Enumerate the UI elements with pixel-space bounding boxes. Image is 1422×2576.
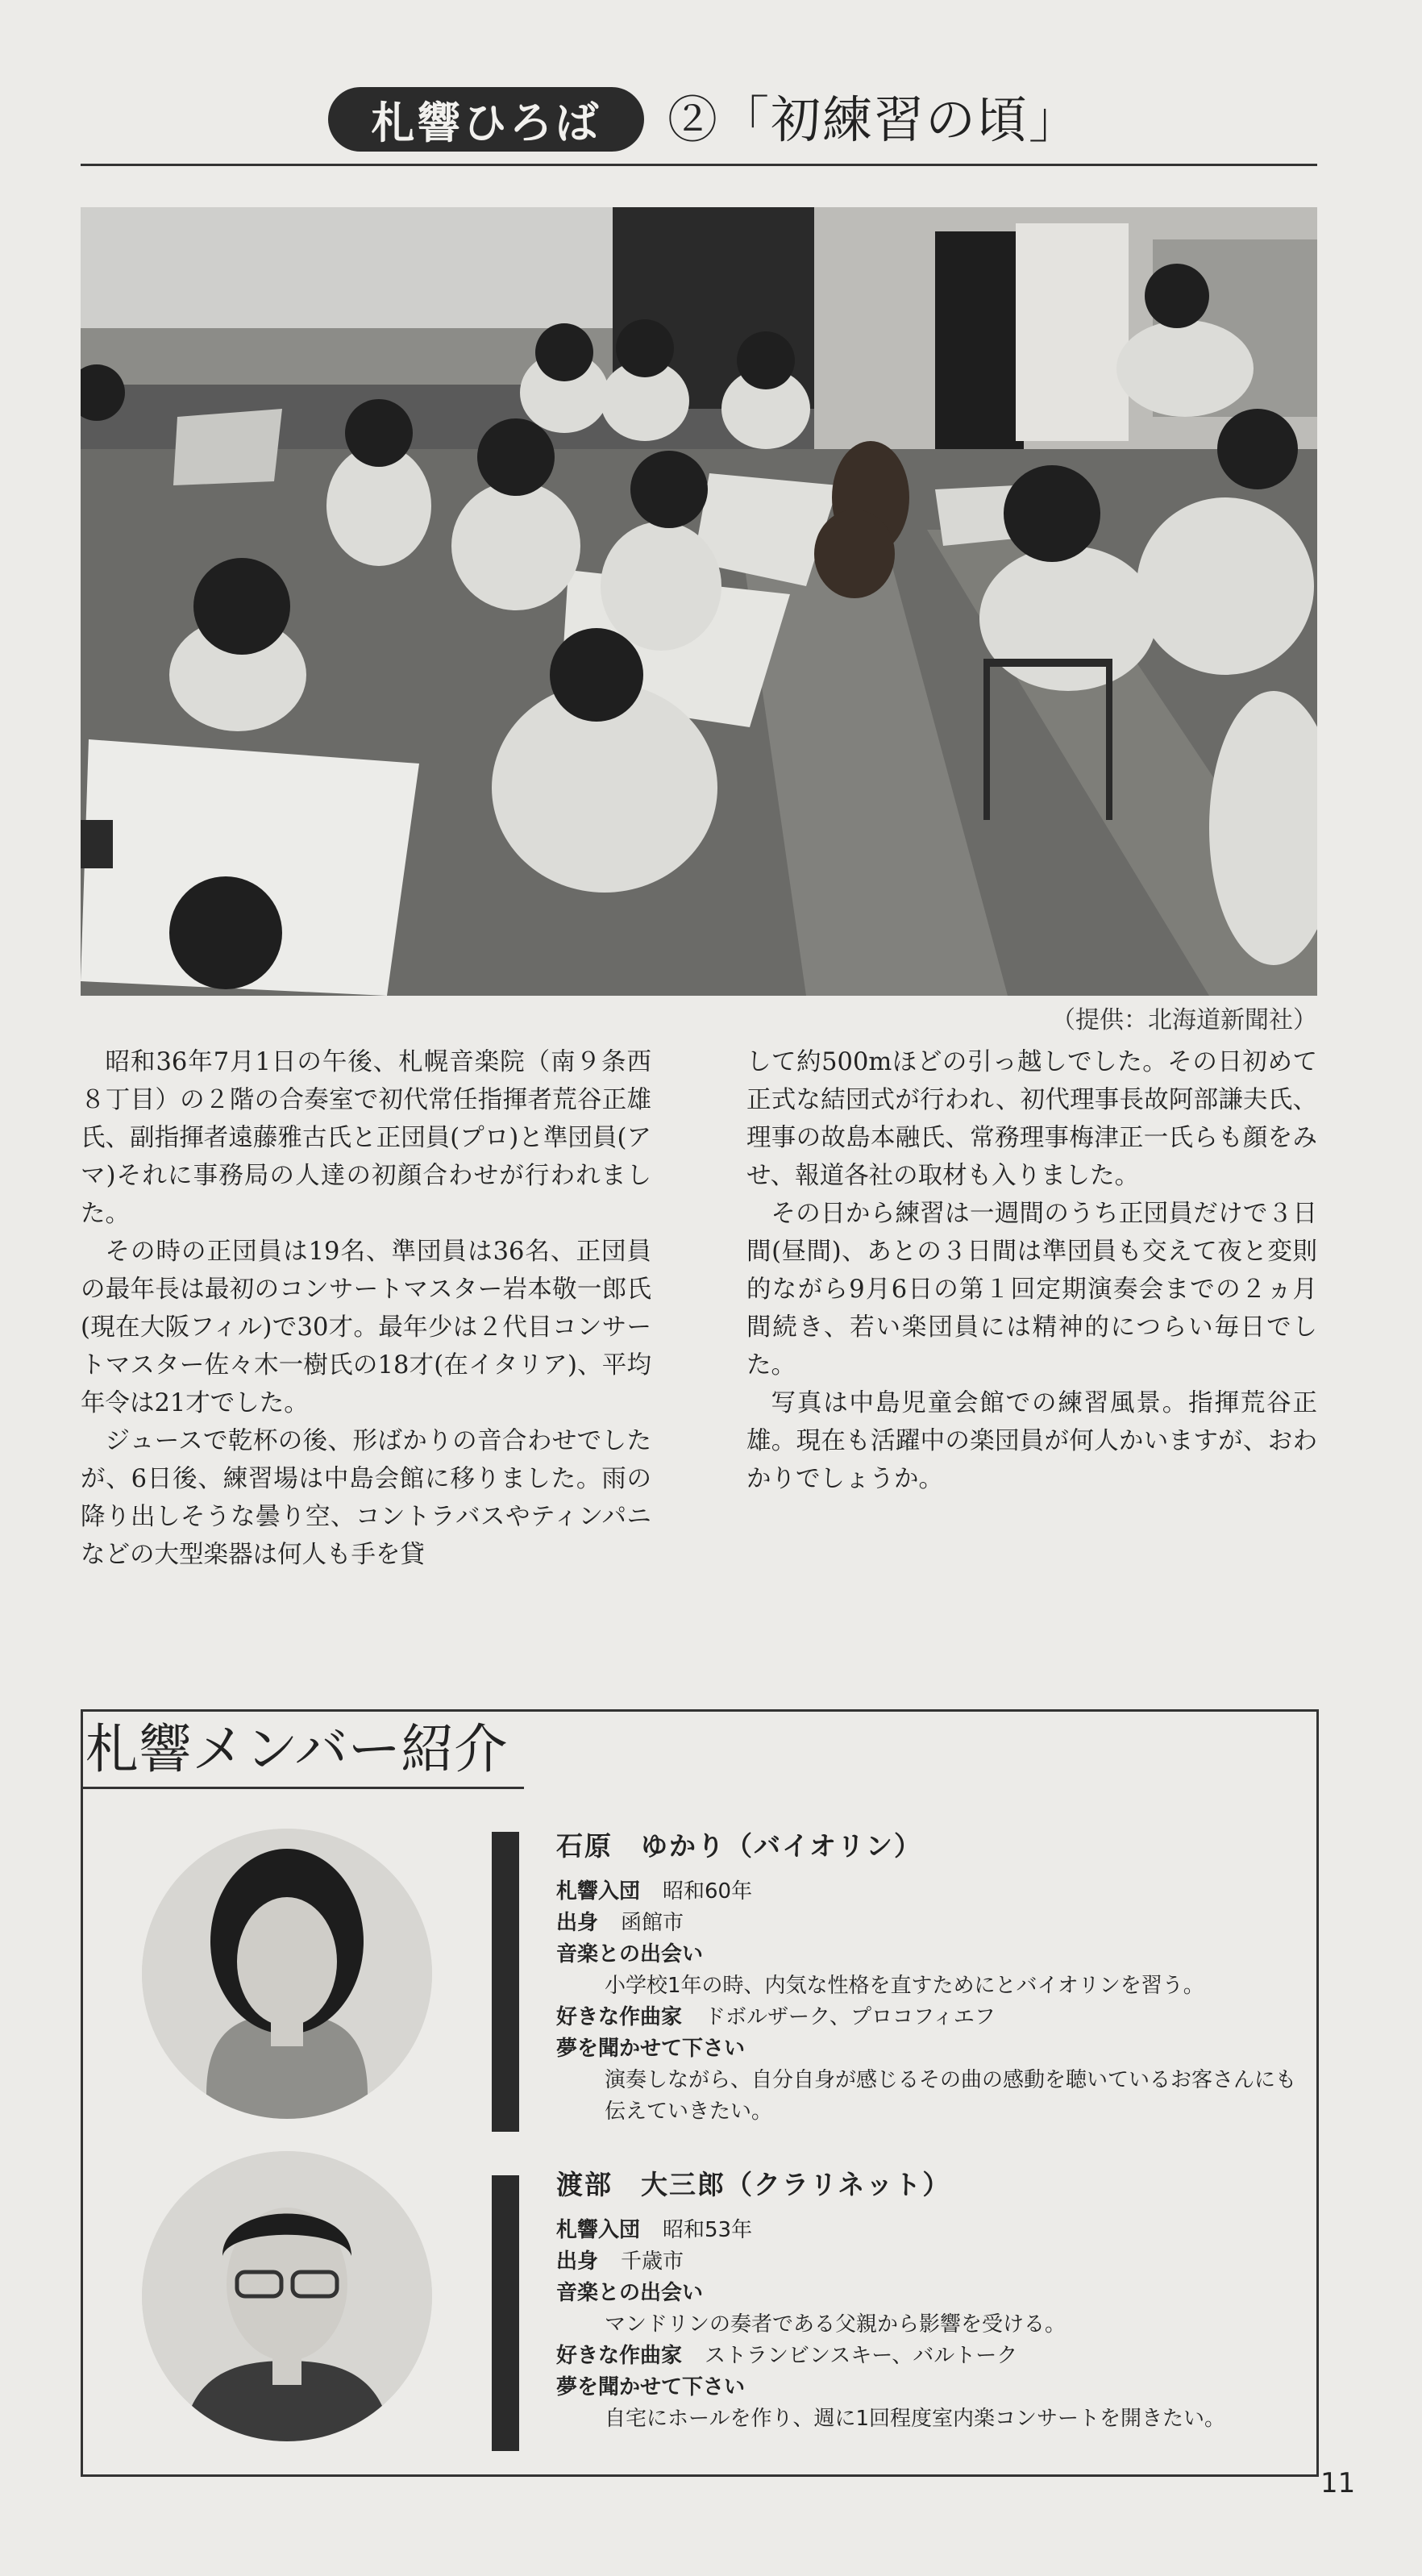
member-portrait	[142, 1829, 432, 2119]
favorite-composer-label: 好きな作曲家	[556, 2005, 683, 2029]
music-encounter-label: 音楽との出会い	[556, 2281, 704, 2305]
article-paragraph: して約500mほどの引っ越しでした。その日初めて正式な結団式が行われ、初代理事長故阿部謙夫氏、理事の故島本融氏、常務理事梅津正一氏らも顔をみせ、報道各社の取材も入りました。	[746, 1048, 1317, 1190]
header-rule	[81, 164, 1317, 166]
article-paragraph: 写真は中島児童会館での練習風景。指揮荒谷正雄。現在も活躍中の楽団員が何人かいますが、おわかりでしょうか。	[746, 1389, 1317, 1493]
join-label: 札響入団	[556, 2218, 641, 2242]
article-paragraph: ジュースで乾杯の後、形ばかりの音合わせでしたが、6日後、練習場は中島会館に移りました。雨の降り出しそうな曇り空、コントラバスやティンパニなどの大型楽器は何人も手を貸	[81, 1427, 651, 1569]
join-value: 昭和53年	[663, 2218, 753, 2242]
music-encounter-label: 音楽との出会い	[556, 1942, 704, 1966]
join-value: 昭和60年	[663, 1879, 753, 1904]
article-paragraph: その日から練習は一週間のうち正団員だけで３日間(昼間)、あとの３日間は準団員も交えて夜と変則的ながら9月6日の第１回定期演奏会までの２ヵ月間続き、若い楽団員には精神的につらい毎日でした。	[746, 1200, 1317, 1380]
photo-credit: （提供：北海道新聞社）	[1051, 1006, 1317, 1034]
section-badge: 札響ひろば	[328, 87, 644, 152]
rehearsal-photo	[81, 207, 1317, 996]
article-right-column	[746, 1043, 1317, 1498]
member-profile	[556, 2169, 1298, 2435]
join-label: 札響入団	[556, 1879, 641, 1904]
hometown-value: 函館市	[621, 1911, 684, 1935]
member-name: 渡部 大三郎（クラリネット）	[556, 2169, 951, 2200]
member-name: 石原 ゆかり（バイオリン）	[556, 1830, 923, 1862]
dream-value: 演奏しながら、自分自身が感じるその曲の感動を聴いているお客さんにも伝えていきたい。	[605, 2068, 1297, 2124]
favorite-composer-value: ドボルザーク、プロコフィエフ	[705, 2005, 996, 2029]
favorite-composer-value: ストランビンスキー、バルトーク	[705, 2344, 1018, 2368]
favorite-composer-label: 好きな作曲家	[556, 2344, 683, 2368]
page-number: 11	[1320, 2467, 1356, 2499]
music-encounter-value: 小学校1年の時、内気な性格を直すためにとバイオリンを習う。	[605, 1974, 1204, 1998]
article-left-column	[81, 1043, 651, 1574]
member-intro-title-rule	[81, 1787, 524, 1789]
dream-label: 夢を聞かせて下さい	[556, 2037, 746, 2061]
dream-value: 自宅にホールを作り、週に1回程度室内楽コンサートを開きたい。	[605, 2407, 1226, 2431]
music-encounter-value: マンドリンの奏者である父親から影響を受ける。	[605, 2312, 1066, 2337]
member-accent-bar	[492, 2175, 519, 2451]
hometown-value: 千歳市	[621, 2249, 684, 2274]
article-paragraph: 昭和36年7月1日の午後、札幌音楽院（南９条西８丁目）の２階の合奏室で初代常任指揮者荒谷正雄氏、副指揮者遠藤雅古氏と正団員(プロ)と準団員(アマ)それに事務局の人達の初顔合わせが行われました。	[81, 1048, 651, 1228]
page-title: ②「初練習の頃」	[667, 90, 1081, 149]
dream-label: 夢を聞かせて下さい	[556, 2375, 746, 2399]
hometown-label: 出身	[556, 2249, 599, 2274]
member-intro-title: 札響メンバー紹介	[85, 1718, 508, 1780]
member-portrait	[142, 2151, 432, 2441]
hometown-label: 出身	[556, 1911, 599, 1935]
article-paragraph: その時の正団員は19名、準団員は36名、正団員の最年長は最初のコンサートマスター岩本敬一郎氏(現在大阪フィル)で30才。最年少は２代目コンサートマスター佐々木一樹氏の18才(在イタリア)、平均年令は21才でした。	[81, 1238, 651, 1417]
member-profile	[556, 1830, 1298, 2128]
member-accent-bar	[492, 1832, 519, 2132]
